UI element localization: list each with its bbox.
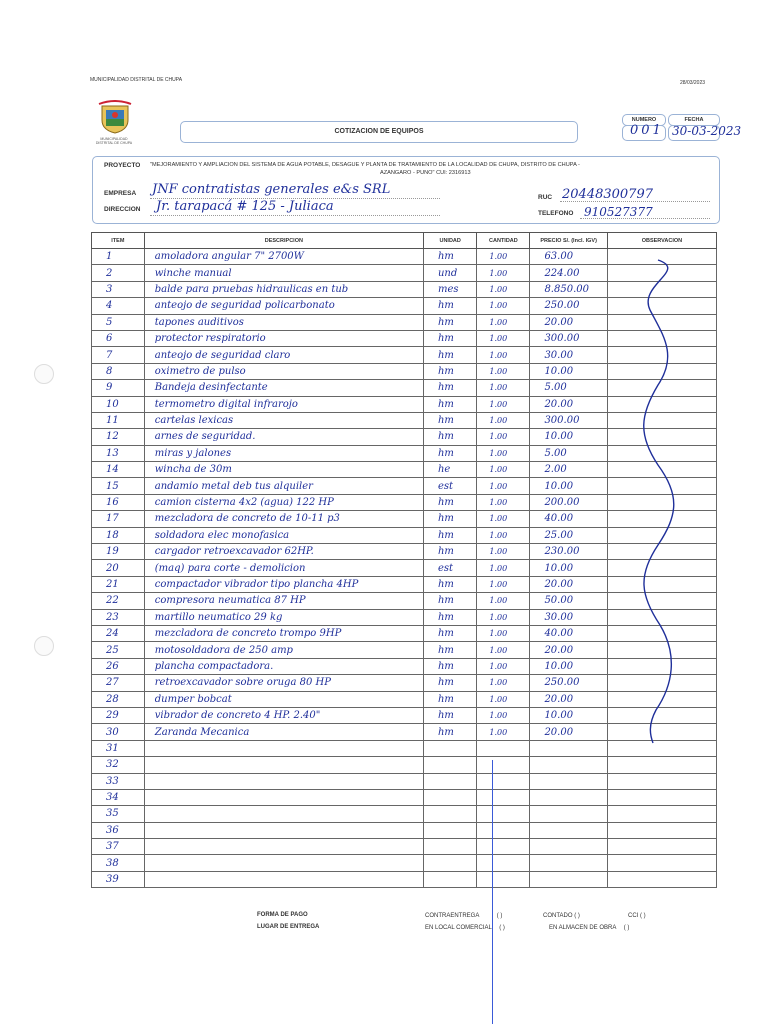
item-cell: 26 <box>92 658 145 674</box>
quantity-cell: 1.00 <box>477 314 530 330</box>
price-cell: 5.00 <box>530 445 607 461</box>
price-cell: 40.00 <box>530 625 607 641</box>
description-cell: anteojo de seguridad claro <box>144 347 423 363</box>
table-row <box>92 544 717 560</box>
price-cell <box>530 871 607 887</box>
description-cell: cartelas lexicas <box>144 412 423 428</box>
description-cell: mezcladora de concreto trompo 9HP <box>144 625 423 641</box>
item-cell: 1 <box>92 249 145 265</box>
observation-cell <box>607 871 716 887</box>
unit-cell: hm <box>423 691 476 707</box>
unit-cell <box>423 839 476 855</box>
item-cell: 32 <box>92 757 145 773</box>
description-cell: miras y jalones <box>144 445 423 461</box>
unit-cell: hm <box>423 593 476 609</box>
item-cell: 9 <box>92 380 145 396</box>
fecha-label: FECHA <box>668 114 720 126</box>
unit-cell: hm <box>423 544 476 560</box>
form-title-box <box>180 121 578 143</box>
quantity-cell: 1.00 <box>477 658 530 674</box>
unit-cell <box>423 871 476 887</box>
quantity-cell: 1.00 <box>477 576 530 592</box>
table-row <box>92 625 717 641</box>
quantity-cell: 1.00 <box>477 625 530 641</box>
item-cell: 16 <box>92 494 145 510</box>
items-body <box>92 249 717 888</box>
table-row <box>92 707 717 723</box>
quantity-cell: 1.00 <box>477 675 530 691</box>
table-row <box>92 609 717 625</box>
item-cell: 11 <box>92 412 145 428</box>
description-cell: Zaranda Mecanica <box>144 724 423 740</box>
table-row <box>92 560 717 576</box>
table-row <box>92 658 717 674</box>
almacen-obra-checkbox[interactable]: ( ) <box>623 925 630 931</box>
contado-checkbox[interactable]: ( ) <box>574 913 580 919</box>
price-cell <box>530 855 607 871</box>
table-row <box>92 511 717 527</box>
direccion-value: Jr. tarapacá # 125 - Juliaca <box>156 199 334 214</box>
price-cell: 20.00 <box>530 691 607 707</box>
header-descripcion: DESCRIPCION <box>144 233 423 249</box>
table-row <box>92 642 717 658</box>
observation-cell <box>607 789 716 805</box>
item-cell: 35 <box>92 806 145 822</box>
quantity-cell: 1.00 <box>477 462 530 478</box>
table-row <box>92 429 717 445</box>
price-cell: 8.850.00 <box>530 281 607 297</box>
price-cell: 300.00 <box>530 412 607 428</box>
local-comercial-label: EN LOCAL COMERCIAL <box>425 925 492 931</box>
quantity-cell: 1.00 <box>477 707 530 723</box>
price-cell <box>530 806 607 822</box>
item-cell: 7 <box>92 347 145 363</box>
item-cell: 17 <box>92 511 145 527</box>
item-cell: 15 <box>92 478 145 494</box>
description-cell: balde para pruebas hidraulicas en tub <box>144 281 423 297</box>
unit-cell <box>423 757 476 773</box>
quantity-cell: 1.00 <box>477 642 530 658</box>
table-row <box>92 396 717 412</box>
local-comercial-checkbox[interactable]: ( ) <box>499 925 505 931</box>
almacen-obra-label: EN ALMACEN DE OBRA <box>549 925 617 931</box>
table-row <box>92 806 717 822</box>
quantity-cell <box>477 789 530 805</box>
description-cell <box>144 855 423 871</box>
unit-cell <box>423 789 476 805</box>
description-cell <box>144 789 423 805</box>
description-cell: compactador vibrador tipo plancha 4HP <box>144 576 423 592</box>
municipality-logo <box>98 100 132 134</box>
unit-cell: hm <box>423 429 476 445</box>
table-row <box>92 724 717 740</box>
price-cell: 200.00 <box>530 494 607 510</box>
description-cell: andamio metal deb tus alquiler <box>144 478 423 494</box>
unit-cell: mes <box>423 281 476 297</box>
unit-cell: hm <box>423 576 476 592</box>
contado-option[interactable] <box>543 913 580 919</box>
contraentrega-option[interactable] <box>425 913 502 919</box>
unit-cell: hm <box>423 330 476 346</box>
description-cell: camion cisterna 4x2 (agua) 122 HP <box>144 494 423 510</box>
item-cell: 14 <box>92 462 145 478</box>
quantity-cell: 1.00 <box>477 724 530 740</box>
item-cell: 34 <box>92 789 145 805</box>
description-cell: mezcladora de concreto de 10-11 p3 <box>144 511 423 527</box>
item-cell: 5 <box>92 314 145 330</box>
price-cell: 224.00 <box>530 265 607 281</box>
empresa-value: JNF contratistas generales e&s SRL <box>152 182 391 197</box>
unit-cell: hm <box>423 396 476 412</box>
header-precio: PRECIO S/. (Incl. IGV) <box>530 233 607 249</box>
item-cell: 31 <box>92 740 145 756</box>
fecha-value: 30-03-2023 <box>672 124 742 138</box>
unit-cell: hm <box>423 494 476 510</box>
unit-cell: hm <box>423 707 476 723</box>
table-row <box>92 740 717 756</box>
description-cell: amoladora angular 7" 2700W <box>144 249 423 265</box>
item-cell: 12 <box>92 429 145 445</box>
description-cell: motosoldadora de 250 amp <box>144 642 423 658</box>
quantity-cell: 1.00 <box>477 445 530 461</box>
unit-cell: hm <box>423 380 476 396</box>
price-cell: 10.00 <box>530 658 607 674</box>
unit-cell: hm <box>423 298 476 314</box>
description-cell: termometro digital infrarojo <box>144 396 423 412</box>
description-cell: tapones auditivos <box>144 314 423 330</box>
form-title: COTIZACION DE EQUIPOS <box>334 128 424 135</box>
numero-value: 001 <box>630 123 664 138</box>
table-row <box>92 281 717 297</box>
unit-cell: hm <box>423 314 476 330</box>
proyecto-text: "MEJORAMIENTO Y AMPLIACION DEL SISTEMA DE AGUA POTABLE, DESAGUE Y PLANTA DE TRATAMIENTO DE LA LOCALIDAD DE CHUPA, DISTRITO DE CHUPA - <box>150 162 580 168</box>
observacion-squiggle <box>628 255 688 745</box>
price-cell: 20.00 <box>530 314 607 330</box>
price-cell: 250.00 <box>530 675 607 691</box>
table-row <box>92 478 717 494</box>
quantity-cell: 1.00 <box>477 281 530 297</box>
empresa-label: EMPRESA <box>104 190 137 197</box>
item-cell: 13 <box>92 445 145 461</box>
description-cell: cargador retroexcavador 62HP. <box>144 544 423 560</box>
quantity-cell: 1.00 <box>477 691 530 707</box>
unit-cell: hm <box>423 625 476 641</box>
observation-cell <box>607 757 716 773</box>
item-cell: 19 <box>92 544 145 560</box>
unit-cell <box>423 855 476 871</box>
description-cell <box>144 740 423 756</box>
pen-stroke <box>492 760 493 1024</box>
punch-hole-bottom <box>34 636 54 656</box>
quantity-cell: 1.00 <box>477 609 530 625</box>
ruc-value: 20448300797 <box>562 187 653 202</box>
price-cell: 40.00 <box>530 511 607 527</box>
unit-cell: hm <box>423 363 476 379</box>
table-row <box>92 462 717 478</box>
proyecto-text-2: AZANGARO - PUNO" CUI: 2316913 <box>380 170 471 176</box>
unit-cell <box>423 740 476 756</box>
item-cell: 8 <box>92 363 145 379</box>
quantity-cell: 1.00 <box>477 593 530 609</box>
quantity-cell: 1.00 <box>477 396 530 412</box>
observation-cell <box>607 773 716 789</box>
table-row <box>92 330 717 346</box>
price-cell: 20.00 <box>530 396 607 412</box>
quantity-cell <box>477 855 530 871</box>
price-cell <box>530 822 607 838</box>
item-cell: 22 <box>92 593 145 609</box>
item-cell: 38 <box>92 855 145 871</box>
logo-caption: MUNICIPALIDAD DISTRITAL DE CHUPA <box>95 137 133 145</box>
municipality-small-title: MUNICIPALIDAD DISTRITAL DE CHUPA <box>90 77 183 83</box>
table-row <box>92 773 717 789</box>
description-cell <box>144 871 423 887</box>
item-cell: 29 <box>92 707 145 723</box>
description-cell <box>144 806 423 822</box>
table-row <box>92 839 717 855</box>
table-row <box>92 691 717 707</box>
description-cell: protector respiratorio <box>144 330 423 346</box>
unit-cell: hm <box>423 249 476 265</box>
quantity-cell <box>477 740 530 756</box>
observation-cell <box>607 806 716 822</box>
price-cell <box>530 757 607 773</box>
price-cell <box>530 789 607 805</box>
cci-option[interactable] <box>628 913 646 919</box>
quantity-cell: 1.00 <box>477 429 530 445</box>
quantity-cell: 1.00 <box>477 298 530 314</box>
quantity-cell: 1.00 <box>477 527 530 543</box>
description-cell: Bandeja desinfectante <box>144 380 423 396</box>
price-cell: 10.00 <box>530 560 607 576</box>
table-row <box>92 494 717 510</box>
unit-cell: est <box>423 560 476 576</box>
price-cell: 30.00 <box>530 347 607 363</box>
price-cell: 50.00 <box>530 593 607 609</box>
table-row <box>92 789 717 805</box>
quantity-cell: 1.00 <box>477 330 530 346</box>
quantity-cell <box>477 757 530 773</box>
table-row <box>92 675 717 691</box>
table-row <box>92 412 717 428</box>
price-cell <box>530 773 607 789</box>
table-row <box>92 871 717 887</box>
description-cell: wincha de 30m <box>144 462 423 478</box>
quantity-cell: 1.00 <box>477 560 530 576</box>
quantity-cell <box>477 773 530 789</box>
telefono-value: 910527377 <box>584 205 653 219</box>
cci-label: CCI <box>628 913 639 919</box>
price-cell: 2.00 <box>530 462 607 478</box>
table-row <box>92 855 717 871</box>
item-cell: 6 <box>92 330 145 346</box>
quantity-cell <box>477 822 530 838</box>
observation-cell <box>607 822 716 838</box>
table-row <box>92 265 717 281</box>
unit-cell: hm <box>423 658 476 674</box>
price-cell <box>530 740 607 756</box>
description-cell <box>144 773 423 789</box>
quantity-cell: 1.00 <box>477 347 530 363</box>
price-cell: 30.00 <box>530 609 607 625</box>
quantity-cell: 1.00 <box>477 478 530 494</box>
unit-cell: hm <box>423 724 476 740</box>
observation-cell <box>607 839 716 855</box>
item-cell: 37 <box>92 839 145 855</box>
unit-cell: he <box>423 462 476 478</box>
quantity-cell: 1.00 <box>477 412 530 428</box>
proyecto-label: PROYECTO <box>104 162 141 169</box>
description-cell: oximetro de pulso <box>144 363 423 379</box>
quantity-cell: 1.00 <box>477 511 530 527</box>
ruc-label: RUC <box>538 194 553 201</box>
item-cell: 18 <box>92 527 145 543</box>
telefono-label: TELEFONO <box>538 210 574 217</box>
table-row <box>92 822 717 838</box>
observation-cell <box>607 855 716 871</box>
price-cell: 20.00 <box>530 576 607 592</box>
unit-cell: hm <box>423 642 476 658</box>
description-cell <box>144 757 423 773</box>
items-table <box>91 232 717 888</box>
item-cell: 21 <box>92 576 145 592</box>
item-cell: 25 <box>92 642 145 658</box>
price-cell: 10.00 <box>530 429 607 445</box>
unit-cell: est <box>423 478 476 494</box>
price-cell: 63.00 <box>530 249 607 265</box>
description-cell: winche manual <box>144 265 423 281</box>
unit-cell: und <box>423 265 476 281</box>
header-item: ITEM <box>92 233 145 249</box>
description-cell: dumper bobcat <box>144 691 423 707</box>
description-cell: retroexcavador sobre oruga 80 HP <box>144 675 423 691</box>
quantity-cell: 1.00 <box>477 494 530 510</box>
quantity-cell: 1.00 <box>477 265 530 281</box>
item-cell: 27 <box>92 675 145 691</box>
table-header-row <box>92 233 717 249</box>
item-cell: 33 <box>92 773 145 789</box>
quantity-cell <box>477 839 530 855</box>
item-cell: 3 <box>92 281 145 297</box>
description-cell: plancha compactadora. <box>144 658 423 674</box>
item-cell: 28 <box>92 691 145 707</box>
punch-hole-top <box>34 364 54 384</box>
quantity-cell: 1.00 <box>477 544 530 560</box>
header-unidad: UNIDAD <box>423 233 476 249</box>
item-cell: 36 <box>92 822 145 838</box>
lugar-entrega-label: LUGAR DE ENTREGA <box>257 924 320 930</box>
price-cell: 10.00 <box>530 478 607 494</box>
price-cell: 20.00 <box>530 724 607 740</box>
description-cell: soldadora elec monofasica <box>144 527 423 543</box>
numero-label: NUMERO <box>622 114 666 126</box>
item-cell: 20 <box>92 560 145 576</box>
table-row <box>92 249 717 265</box>
description-cell <box>144 822 423 838</box>
table-row <box>92 314 717 330</box>
price-cell: 20.00 <box>530 642 607 658</box>
header-observacion: OBSERVACION <box>607 233 716 249</box>
unit-cell <box>423 773 476 789</box>
unit-cell: hm <box>423 527 476 543</box>
price-cell: 10.00 <box>530 363 607 379</box>
item-cell: 4 <box>92 298 145 314</box>
description-cell: (maq) para corte - demolicion <box>144 560 423 576</box>
table-row <box>92 445 717 461</box>
table-row <box>92 347 717 363</box>
quantity-cell <box>477 871 530 887</box>
table-row <box>92 380 717 396</box>
description-cell: anteojo de seguridad policarbonato <box>144 298 423 314</box>
description-cell: compresora neumatica 87 HP <box>144 593 423 609</box>
table-row <box>92 757 717 773</box>
price-cell: 10.00 <box>530 707 607 723</box>
price-cell: 230.00 <box>530 544 607 560</box>
price-cell: 250.00 <box>530 298 607 314</box>
unit-cell <box>423 822 476 838</box>
unit-cell: hm <box>423 445 476 461</box>
item-cell: 10 <box>92 396 145 412</box>
table-row <box>92 363 717 379</box>
direccion-label: DIRECCION <box>104 206 141 213</box>
contraentrega-label: CONTRAENTREGA <box>425 913 480 919</box>
cci-checkbox[interactable]: ( ) <box>640 913 646 919</box>
quantity-cell: 1.00 <box>477 363 530 379</box>
unit-cell: hm <box>423 675 476 691</box>
unit-cell: hm <box>423 609 476 625</box>
quantity-cell: 1.00 <box>477 249 530 265</box>
description-cell: arnes de seguridad. <box>144 429 423 445</box>
price-cell: 300.00 <box>530 330 607 346</box>
price-cell: 5.00 <box>530 380 607 396</box>
description-cell: vibrador de concreto 4 HP. 2.40" <box>144 707 423 723</box>
table-row <box>92 527 717 543</box>
print-date: 28/03/2023 <box>680 80 706 86</box>
forma-pago-label: FORMA DE PAGO <box>257 912 308 918</box>
unit-cell: hm <box>423 511 476 527</box>
description-cell <box>144 839 423 855</box>
price-cell: 25.00 <box>530 527 607 543</box>
unit-cell <box>423 806 476 822</box>
contraentrega-checkbox[interactable]: ( ) <box>496 913 503 919</box>
description-cell: martillo neumatico 29 kg <box>144 609 423 625</box>
unit-cell: hm <box>423 412 476 428</box>
item-cell: 30 <box>92 724 145 740</box>
item-cell: 24 <box>92 625 145 641</box>
item-cell: 23 <box>92 609 145 625</box>
almacen-obra-option[interactable] <box>549 925 629 931</box>
price-cell <box>530 839 607 855</box>
table-row <box>92 576 717 592</box>
quantity-cell: 1.00 <box>477 380 530 396</box>
item-cell: 2 <box>92 265 145 281</box>
quantity-cell <box>477 806 530 822</box>
table-row <box>92 298 717 314</box>
unit-cell: hm <box>423 347 476 363</box>
table-row <box>92 593 717 609</box>
item-cell: 39 <box>92 871 145 887</box>
header-cantidad: CANTIDAD <box>477 233 530 249</box>
contado-label: CONTADO <box>543 913 573 919</box>
numero-fecha-box <box>622 114 742 140</box>
